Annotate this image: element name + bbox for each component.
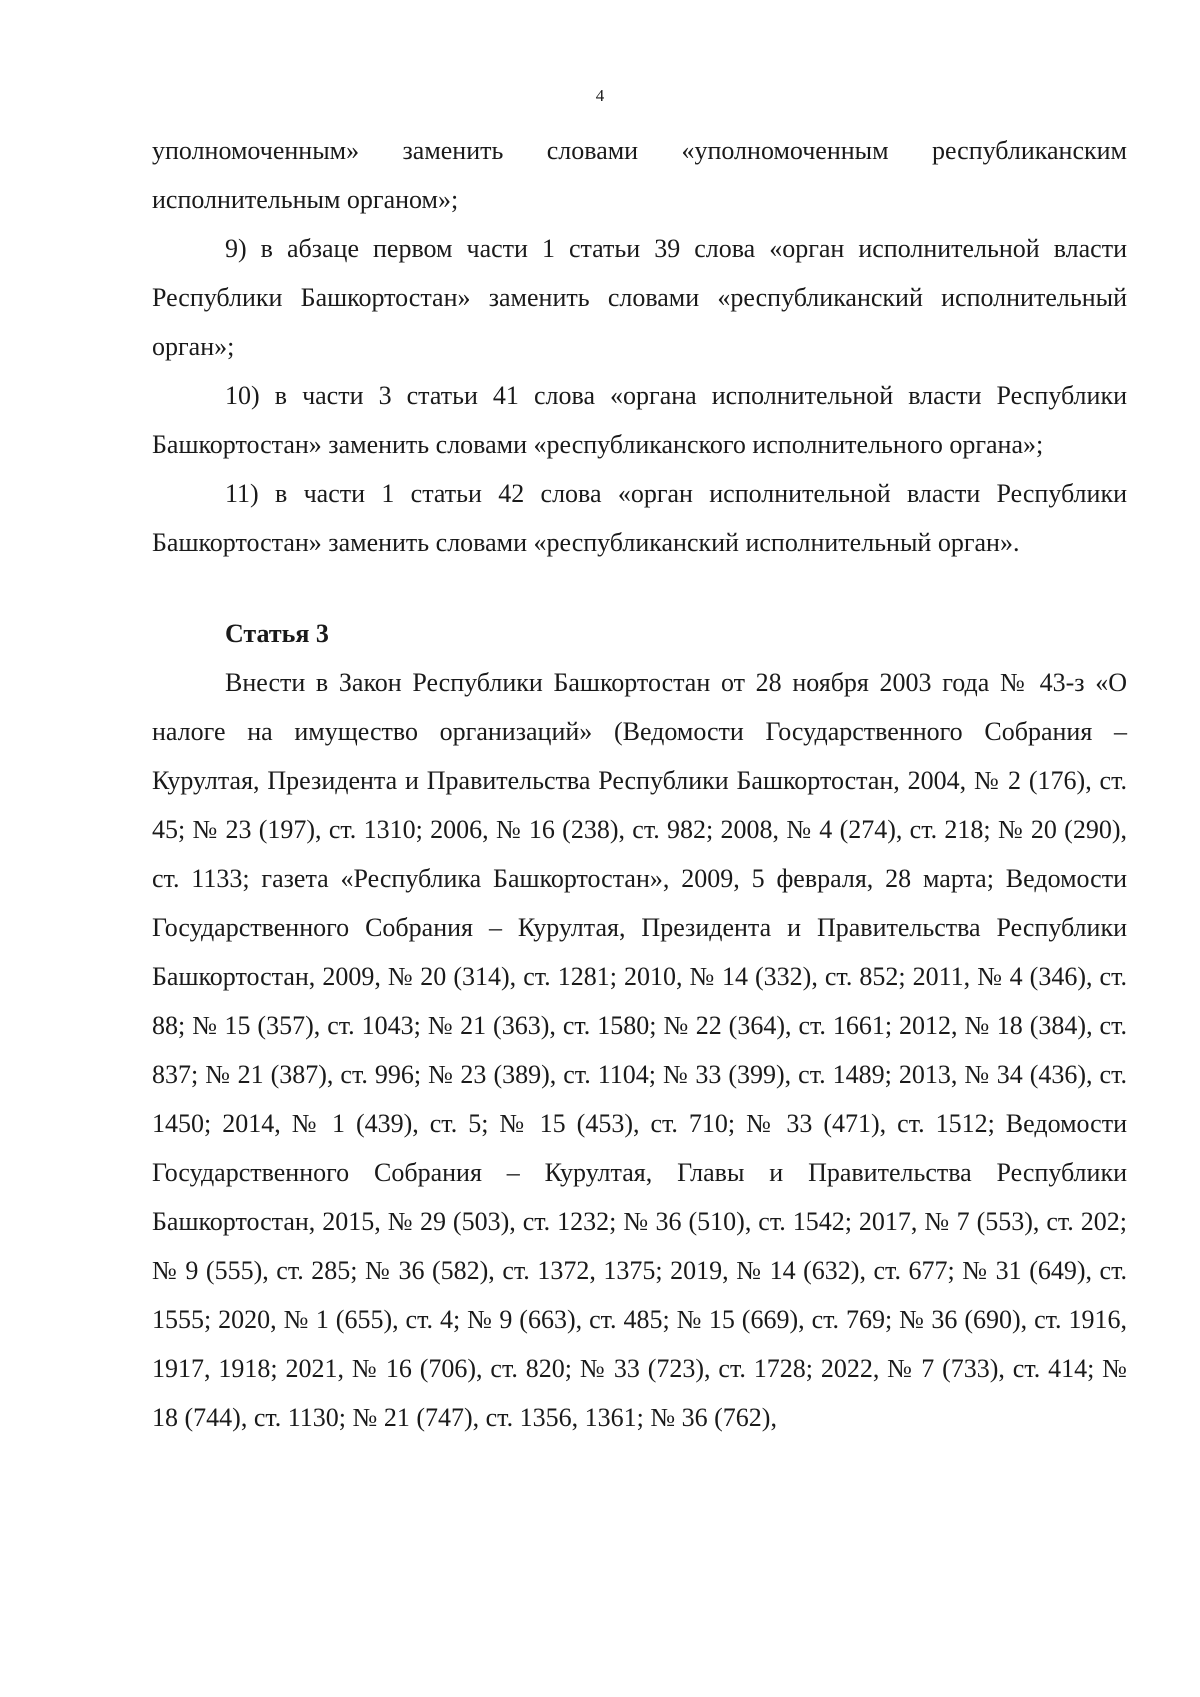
page-number: 4 (595, 86, 605, 105)
paragraph-item-10: 10) в части 3 статьи 41 слова «органа исполнительной власти Республики Башкортостан» заменить словами «республиканского исполнительного органа»; (152, 381, 1127, 459)
article-text: Внести в Закон Республики Башкортостан от 28 ноября 2003 года № 43-з «О налоге на имущество организаций» (Ведомости Государственного Собрания – Курултая, Президента и Правительства Республики Башкортостан, 2004, № 2 (176), ст. 45; № 23 (197), ст. 1310; 2006, № 16 (238), ст. 982; 2008, № 4 (274), ст. 218; № 20 (290), ст. 1133; газета «Республика Башкортостан», 2009, 5 февраля, 28 марта; Ведомости Государственного Собрания – Курултая, Президента и Правительства Республики Башкортостан, 2009, № 20 (314), ст. 1281; 2010, № 14 (332), ст. 852; 2011, № 4 (346), ст. 88; № 15 (357), ст. 1043; № 21 (363), ст. 1580; № 22 (364), ст. 1661; 2012, № 18 (384), ст. 837; № 21 (387), ст. 996; № 23 (389), ст. 1104; № 33 (399), ст. 1489; 2013, № 34 (436), ст. 1450; 2014, № 1 (439), ст. 5; № 15 (453), ст. 710; № 33 (471), ст. 1512; Ведомости Государственного Собрания – Курултая, Главы и Правительства Республики Башкортостан, 2015, № 29 (503), ст. 1232; № 36 (510), ст. 1542; 2017, № 7 (553), ст. 202; № 9 (555), ст. 285; № 36 (582), ст. 1372, 1375; 2019, № 14 (632), ст. 677; № 31 (649), ст. 1555; 2020, № 1 (655), ст. 4; № 9 (663), ст. 485; № 15 (669), ст. 769; № 36 (690), ст. 1916, 1917, 1918; 2021, № 16 (706), ст. 820; № 33 (723), ст. 1728; 2022, № 7 (733), ст. 414; № 18 (744), ст. 1130; № 21 (747), ст. 1356, 1361; № 36 (762), (152, 668, 1127, 1432)
document-body (152, 126, 1127, 1442)
article-heading: Статья 3 (225, 619, 329, 648)
paragraph-item-11: 11) в части 1 статьи 42 слова «орган исполнительной власти Республики Башкортостан» заменить словами «республиканский исполнительный орган». (152, 479, 1127, 557)
paragraph-item-9: 9) в абзаце первом части 1 статьи 39 слова «орган исполнительной власти Республики Башкортостан» заменить словами «республиканский исполнительный орган»; (152, 234, 1127, 361)
paragraph-continuation: уполномоченным» заменить словами «уполномоченным республиканским исполнительным органом»; (152, 136, 1127, 214)
